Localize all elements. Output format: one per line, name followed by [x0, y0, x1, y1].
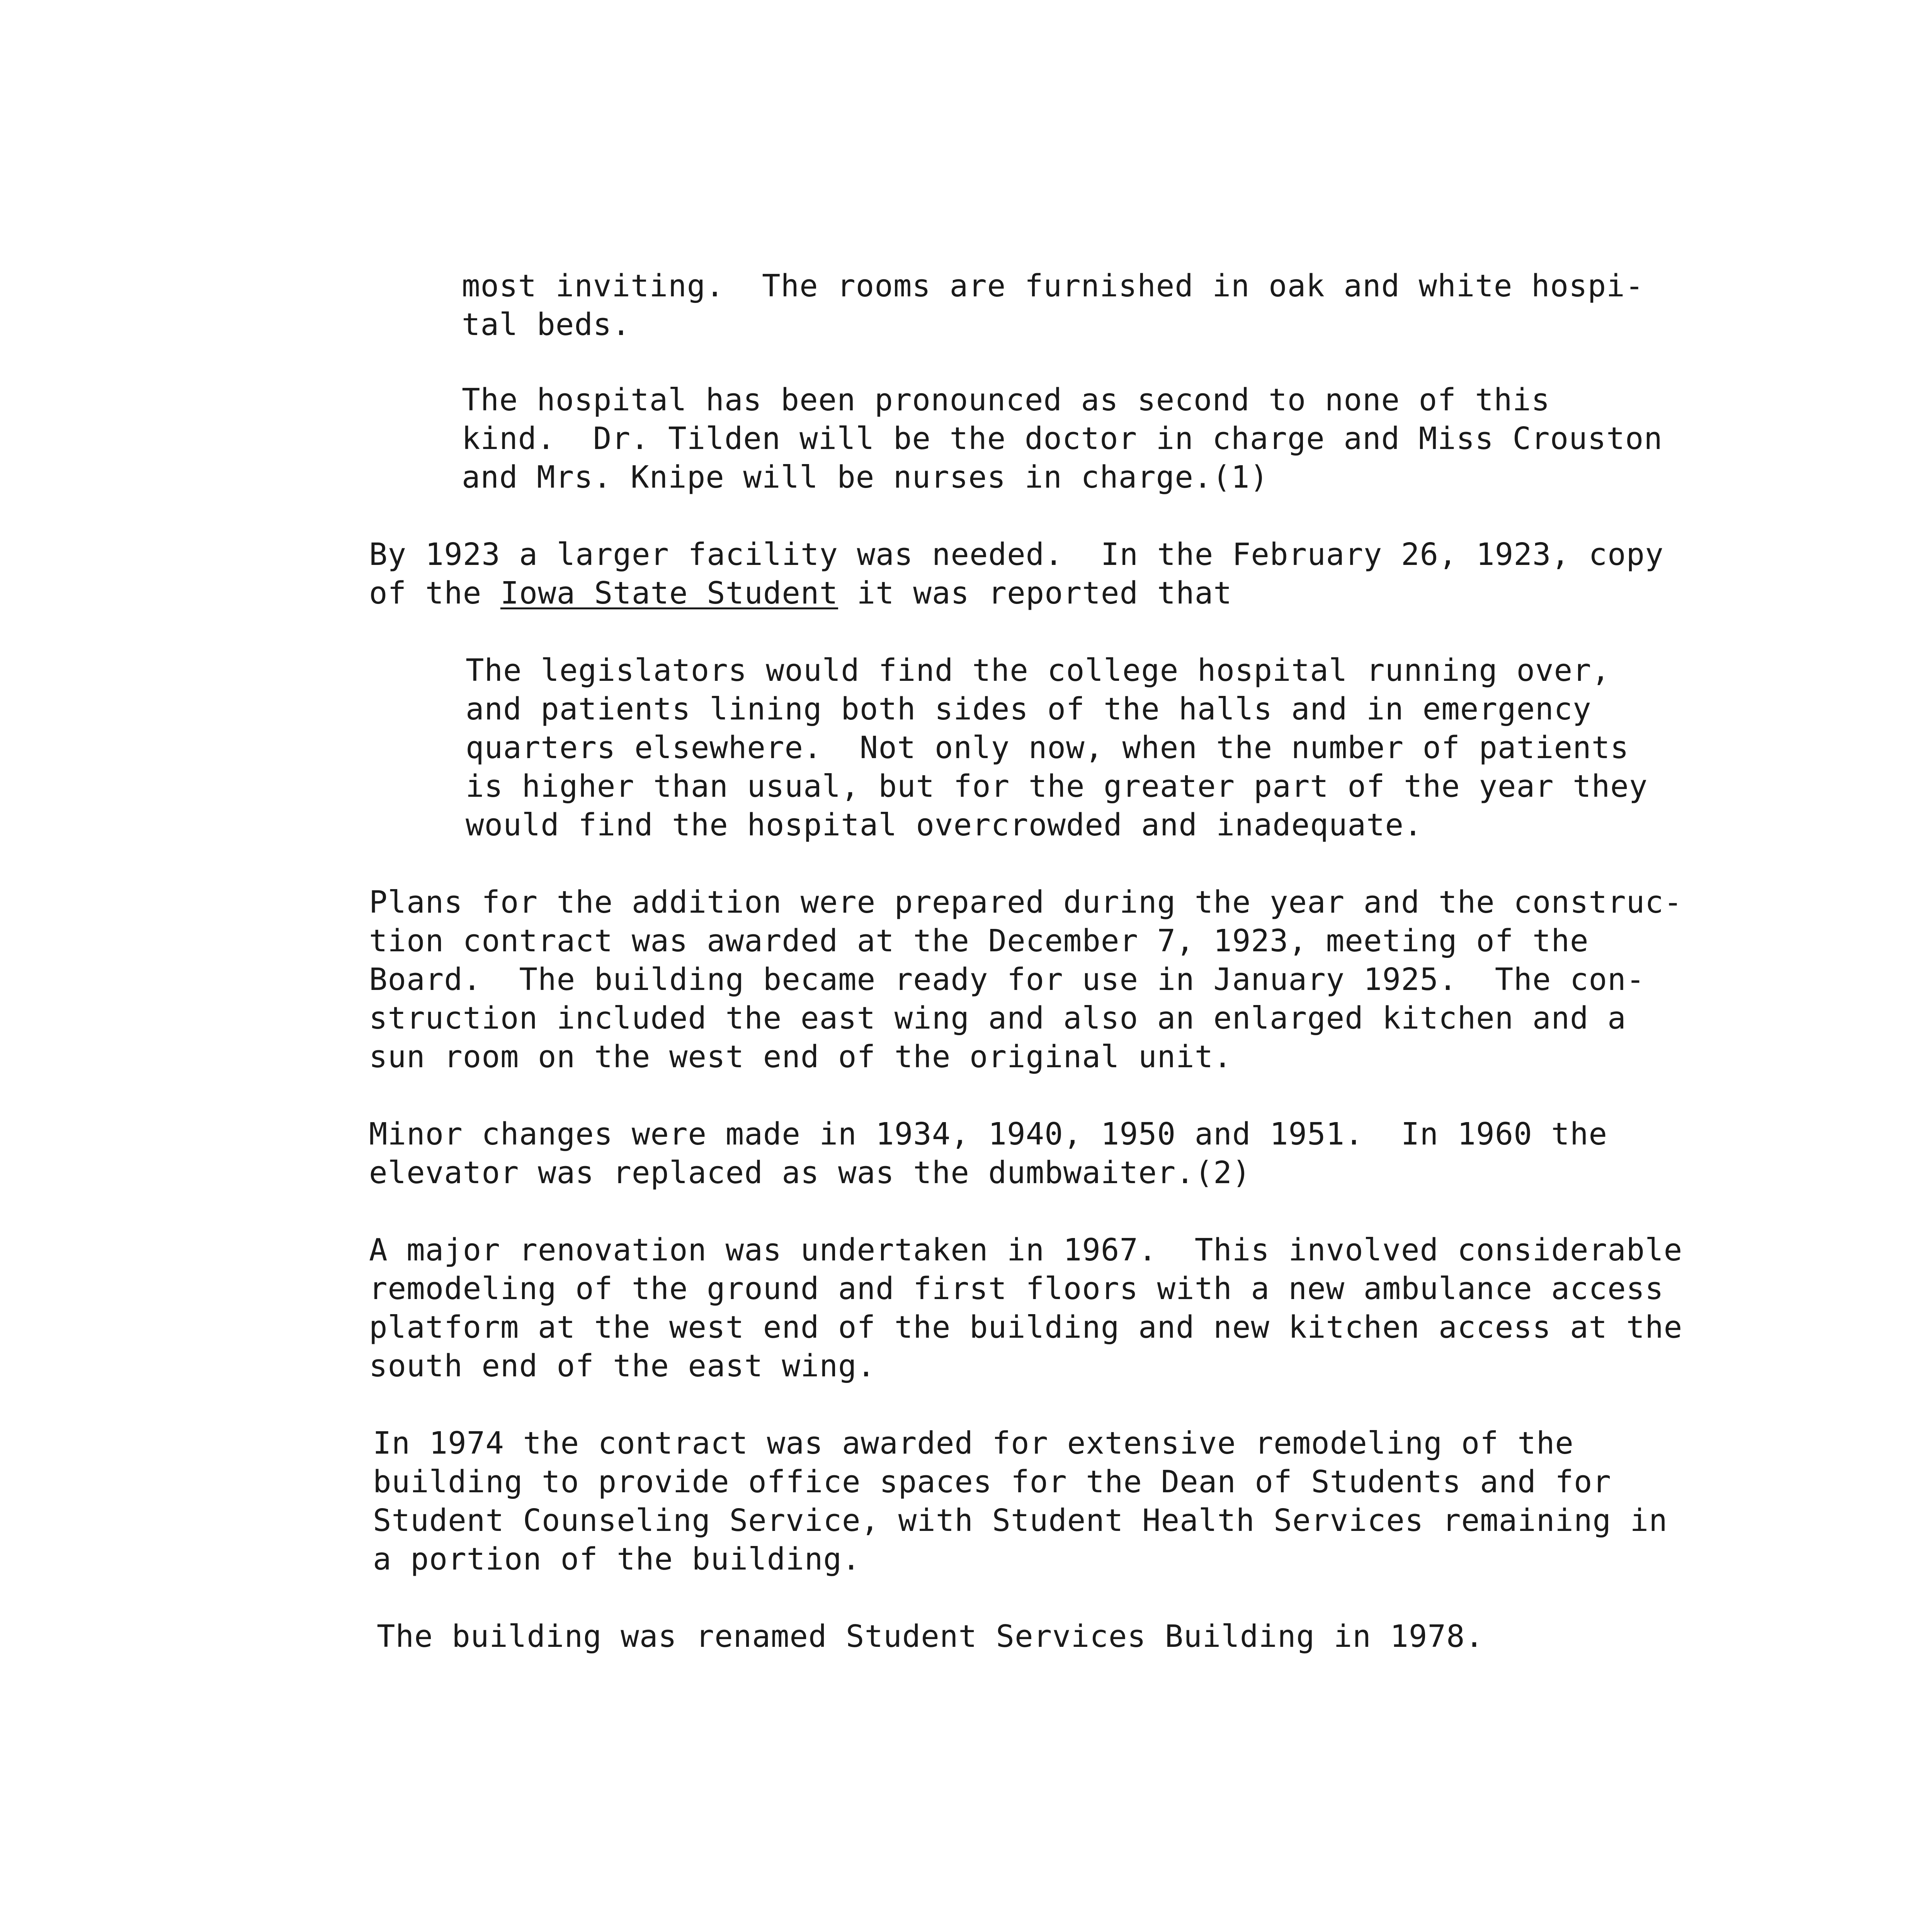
legislators-quote-line-3: quarters elsewhere. Not only now, when the number of patients: [466, 730, 1629, 765]
plans-para-line-2: tion contract was awarded at the December 7, 1923, meeting of the: [369, 923, 1589, 959]
text-after-title: it was reported that: [838, 575, 1232, 611]
legislators-quote-line-4: is higher than usual, but for the greater part of the year they: [466, 769, 1648, 804]
renovation-para-line-4: south end of the east wing.: [369, 1348, 876, 1384]
renovation-para-line-2: remodeling of the ground and first floors with a new ambulance access: [369, 1271, 1664, 1306]
para-1974-line-3: Student Counseling Service, with Student Health Services remaining in: [373, 1503, 1668, 1538]
hospital-quote-line-2: kind. Dr. Tilden will be the doctor in charge and Miss Crouston: [462, 421, 1663, 456]
text-before-title: of the: [369, 575, 500, 611]
legislators-quote-line-2: and patients lining both sides of the halls and in emergency: [466, 691, 1592, 727]
renovation-para-line-1: A major renovation was undertaken in 1967. This involved considerable: [369, 1232, 1683, 1268]
renamed-para-line-1: The building was renamed Student Services Building in 1978.: [377, 1619, 1484, 1654]
minor-changes-line-2: elevator was replaced as was the dumbwaiter.(2): [369, 1155, 1251, 1190]
plans-para-line-4: struction included the east wing and also an enlarged kitchen and a: [369, 1000, 1626, 1036]
para-1974-line-1: In 1974 the contract was awarded for extensive remodeling of the: [373, 1425, 1574, 1461]
newspaper-title: Iowa State Student: [500, 575, 838, 611]
plans-para-line-5: sun room on the west end of the original unit.: [369, 1039, 1232, 1075]
minor-changes-line-1: Minor changes were made in 1934, 1940, 1950 and 1951. In 1960 the: [369, 1116, 1608, 1152]
para-1974-line-2: building to provide office spaces for the Dean of Students and for: [373, 1464, 1612, 1500]
para-1923-line-1: By 1923 a larger facility was needed. In the February 26, 1923, copy: [369, 537, 1664, 572]
renovation-para-line-3: platform at the west end of the building and new kitchen access at the: [369, 1310, 1683, 1345]
plans-para-line-3: Board. The building became ready for use in January 1925. The con-: [369, 962, 1645, 997]
para-1974-line-4: a portion of the building.: [373, 1541, 861, 1577]
quote-continued-line-2: tal beds.: [462, 307, 631, 342]
legislators-quote-line-1: The legislators would find the college hospital running over,: [466, 653, 1611, 688]
hospital-quote-line-1: The hospital has been pronounced as second to none of this: [462, 382, 1550, 418]
plans-para-line-1: Plans for the addition were prepared during the year and the construc-: [369, 884, 1683, 920]
hospital-quote-line-3: and Mrs. Knipe will be nurses in charge.(1): [462, 459, 1269, 495]
legislators-quote-line-5: would find the hospital overcrowded and inadequate.: [466, 807, 1423, 843]
quote-continued-line-1: most inviting. The rooms are furnished in oak and white hospi-: [462, 268, 1644, 304]
para-1923-line-2: [369, 574, 1232, 612]
